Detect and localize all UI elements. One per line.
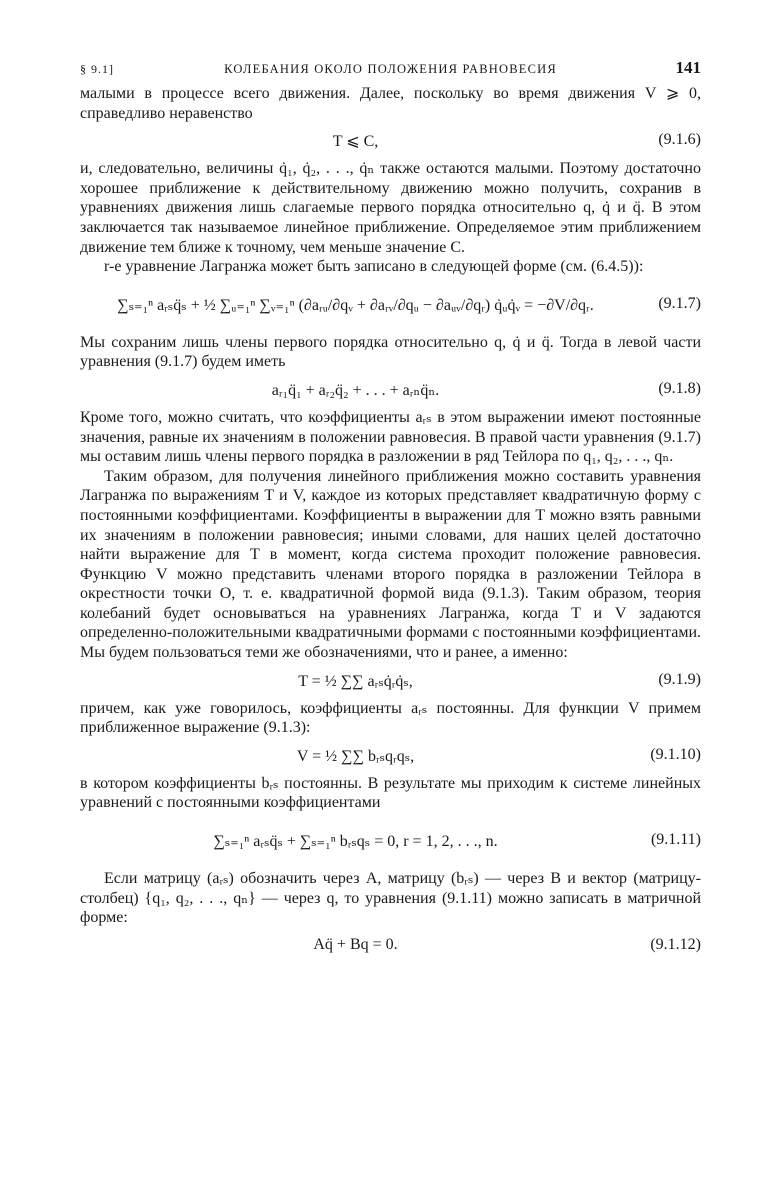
equation-number: (9.1.9) <box>658 670 701 688</box>
equation-body: aᵣ₁q̈₁ + aᵣ₂q̈₂ + . . . + aᵣₙq̈ₙ. <box>271 381 440 399</box>
equation-number: (9.1.7) <box>658 294 701 312</box>
paragraph-3: r-е уравнение Лагранжа может быть записано в следующей форме (см. (6.4.5)): <box>104 258 644 276</box>
equation-9-1-7 <box>80 277 701 333</box>
paragraph-7: причем, как уже говорилось, коэффициенты aᵣₛ постоянны. Для функции V примем приближенное выражение (9.1.3): <box>80 699 701 737</box>
equation-number: (9.1.11) <box>650 831 701 849</box>
equation-body: ∑ₛ₌₁ⁿ aᵣₛq̈ₛ + ∑ₛ₌₁ⁿ bᵣₛqₛ = 0, r = 1, 2, . . ., n. <box>213 833 498 851</box>
equation-number: (9.1.8) <box>658 379 701 397</box>
equation-number: (9.1.12) <box>650 935 701 953</box>
paragraph-8: в котором коэффициенты bᵣₛ постоянны. В результате мы приходим к системе линейных уравнений с постоянными коэффициентами <box>80 774 701 812</box>
paragraph-4: Мы сохраним лишь члены первого порядка относительно q, q̇ и q̈. Тогда в левой части уравнения (9.1.7) будем иметь <box>80 333 701 371</box>
equation-9-1-12 <box>80 928 701 964</box>
equation-body: V = ½ ∑∑ bᵣₛqᵣqₛ, <box>296 747 415 765</box>
paragraph-1: малыми в процессе всего движения. Далее, поскольку во время движения V ⩾ 0, справедливо неравенство <box>80 85 701 122</box>
paragraph-6: Таким образом, для получения линейного приближения можно составить уравнения Лагранжа по выражениям T и V, каждое из которых представляет квадратичную форму с постоянными коэффициентами. Коэффициенты в выражении для T можно взять равными их значениям в положении равновесия; иными словами, для наших целей достаточно найти выражение для T в момент, когда система проходит положение равновесия. Функцию V можно представить членами второго порядка в разложении Тейлора в окрестности точки O, т. е. квадратичной формой вида (9.1.3). Таким образом, теория колебаний будет основываться на уравнениях Лагранжа, когда T и V задаются определенно-положительными квадратичными формами с постоянными коэффициентами. Мы будем пользоваться теми же обозначениями, что и ранее, а именно: <box>80 467 701 662</box>
running-header <box>80 58 701 84</box>
equation-body: Aq̈ + Bq = 0. <box>313 935 398 953</box>
equation-9-1-6 <box>80 123 701 159</box>
equation-body: T ⩽ C, <box>332 133 379 151</box>
equation-9-1-11 <box>80 813 701 869</box>
page-number: 141 <box>675 58 701 77</box>
paragraph-2: и, следовательно, величины q̇₁, q̇₂, . . ., q̇ₙ также остаются малыми. Поэтому достаточно хорошее приближение к действительному движению можно получить, сохранив в уравнениях движения лишь слагаемые первого порядка относительно q, q̇ и q̈. В этом заключается так называемое линейное приближение. Определяемое этим приближением движение тем ближе к точному, чем меньше значение C. <box>80 160 701 256</box>
equation-9-1-8 <box>80 372 701 408</box>
running-title: КОЛЕБАНИЯ ОКОЛО ПОЛОЖЕНИЯ РАВНОВЕСИЯ <box>224 62 557 76</box>
equation-9-1-10 <box>80 738 701 774</box>
paragraph-9: Если матрицу (aᵣₛ) обозначить через A, матрицу (bᵣₛ) — через B и вектор (матрицу-столбец) {q₁, q₂, . . ., qₙ} — через q, то уравнения (9.1.11) можно записать в матричной форме: <box>80 870 701 927</box>
equation-body: T = ½ ∑∑ aᵣₛq̇ᵣq̇ₛ, <box>298 672 413 690</box>
paragraph-5: Кроме того, можно считать, что коэффициенты aᵣₛ в этом выражении имеют постоянные значения, равные их значениям в положении равновесия. В правой части уравнения (9.1.7) мы оставим лишь члены первого порядка в разложении в ряд Тейлора по q₁, q₂, . . ., qₙ. <box>80 408 701 466</box>
equation-body: ∑ₛ₌₁ⁿ aᵣₛq̈ₛ + ½ ∑ᵤ₌₁ⁿ ∑ᵥ₌₁ⁿ (∂aᵣᵤ/∂qᵥ + ∂aᵣᵥ/∂qᵤ − ∂aᵤᵥ/∂qᵣ) q̇ᵤq̇ᵥ = −∂V/∂qᵣ. <box>117 296 594 314</box>
equation-9-1-9 <box>80 663 701 699</box>
equation-number: (9.1.10) <box>650 745 701 763</box>
section-ref: § 9.1] <box>80 62 114 76</box>
equation-number: (9.1.6) <box>658 131 701 149</box>
book-page <box>80 58 701 964</box>
